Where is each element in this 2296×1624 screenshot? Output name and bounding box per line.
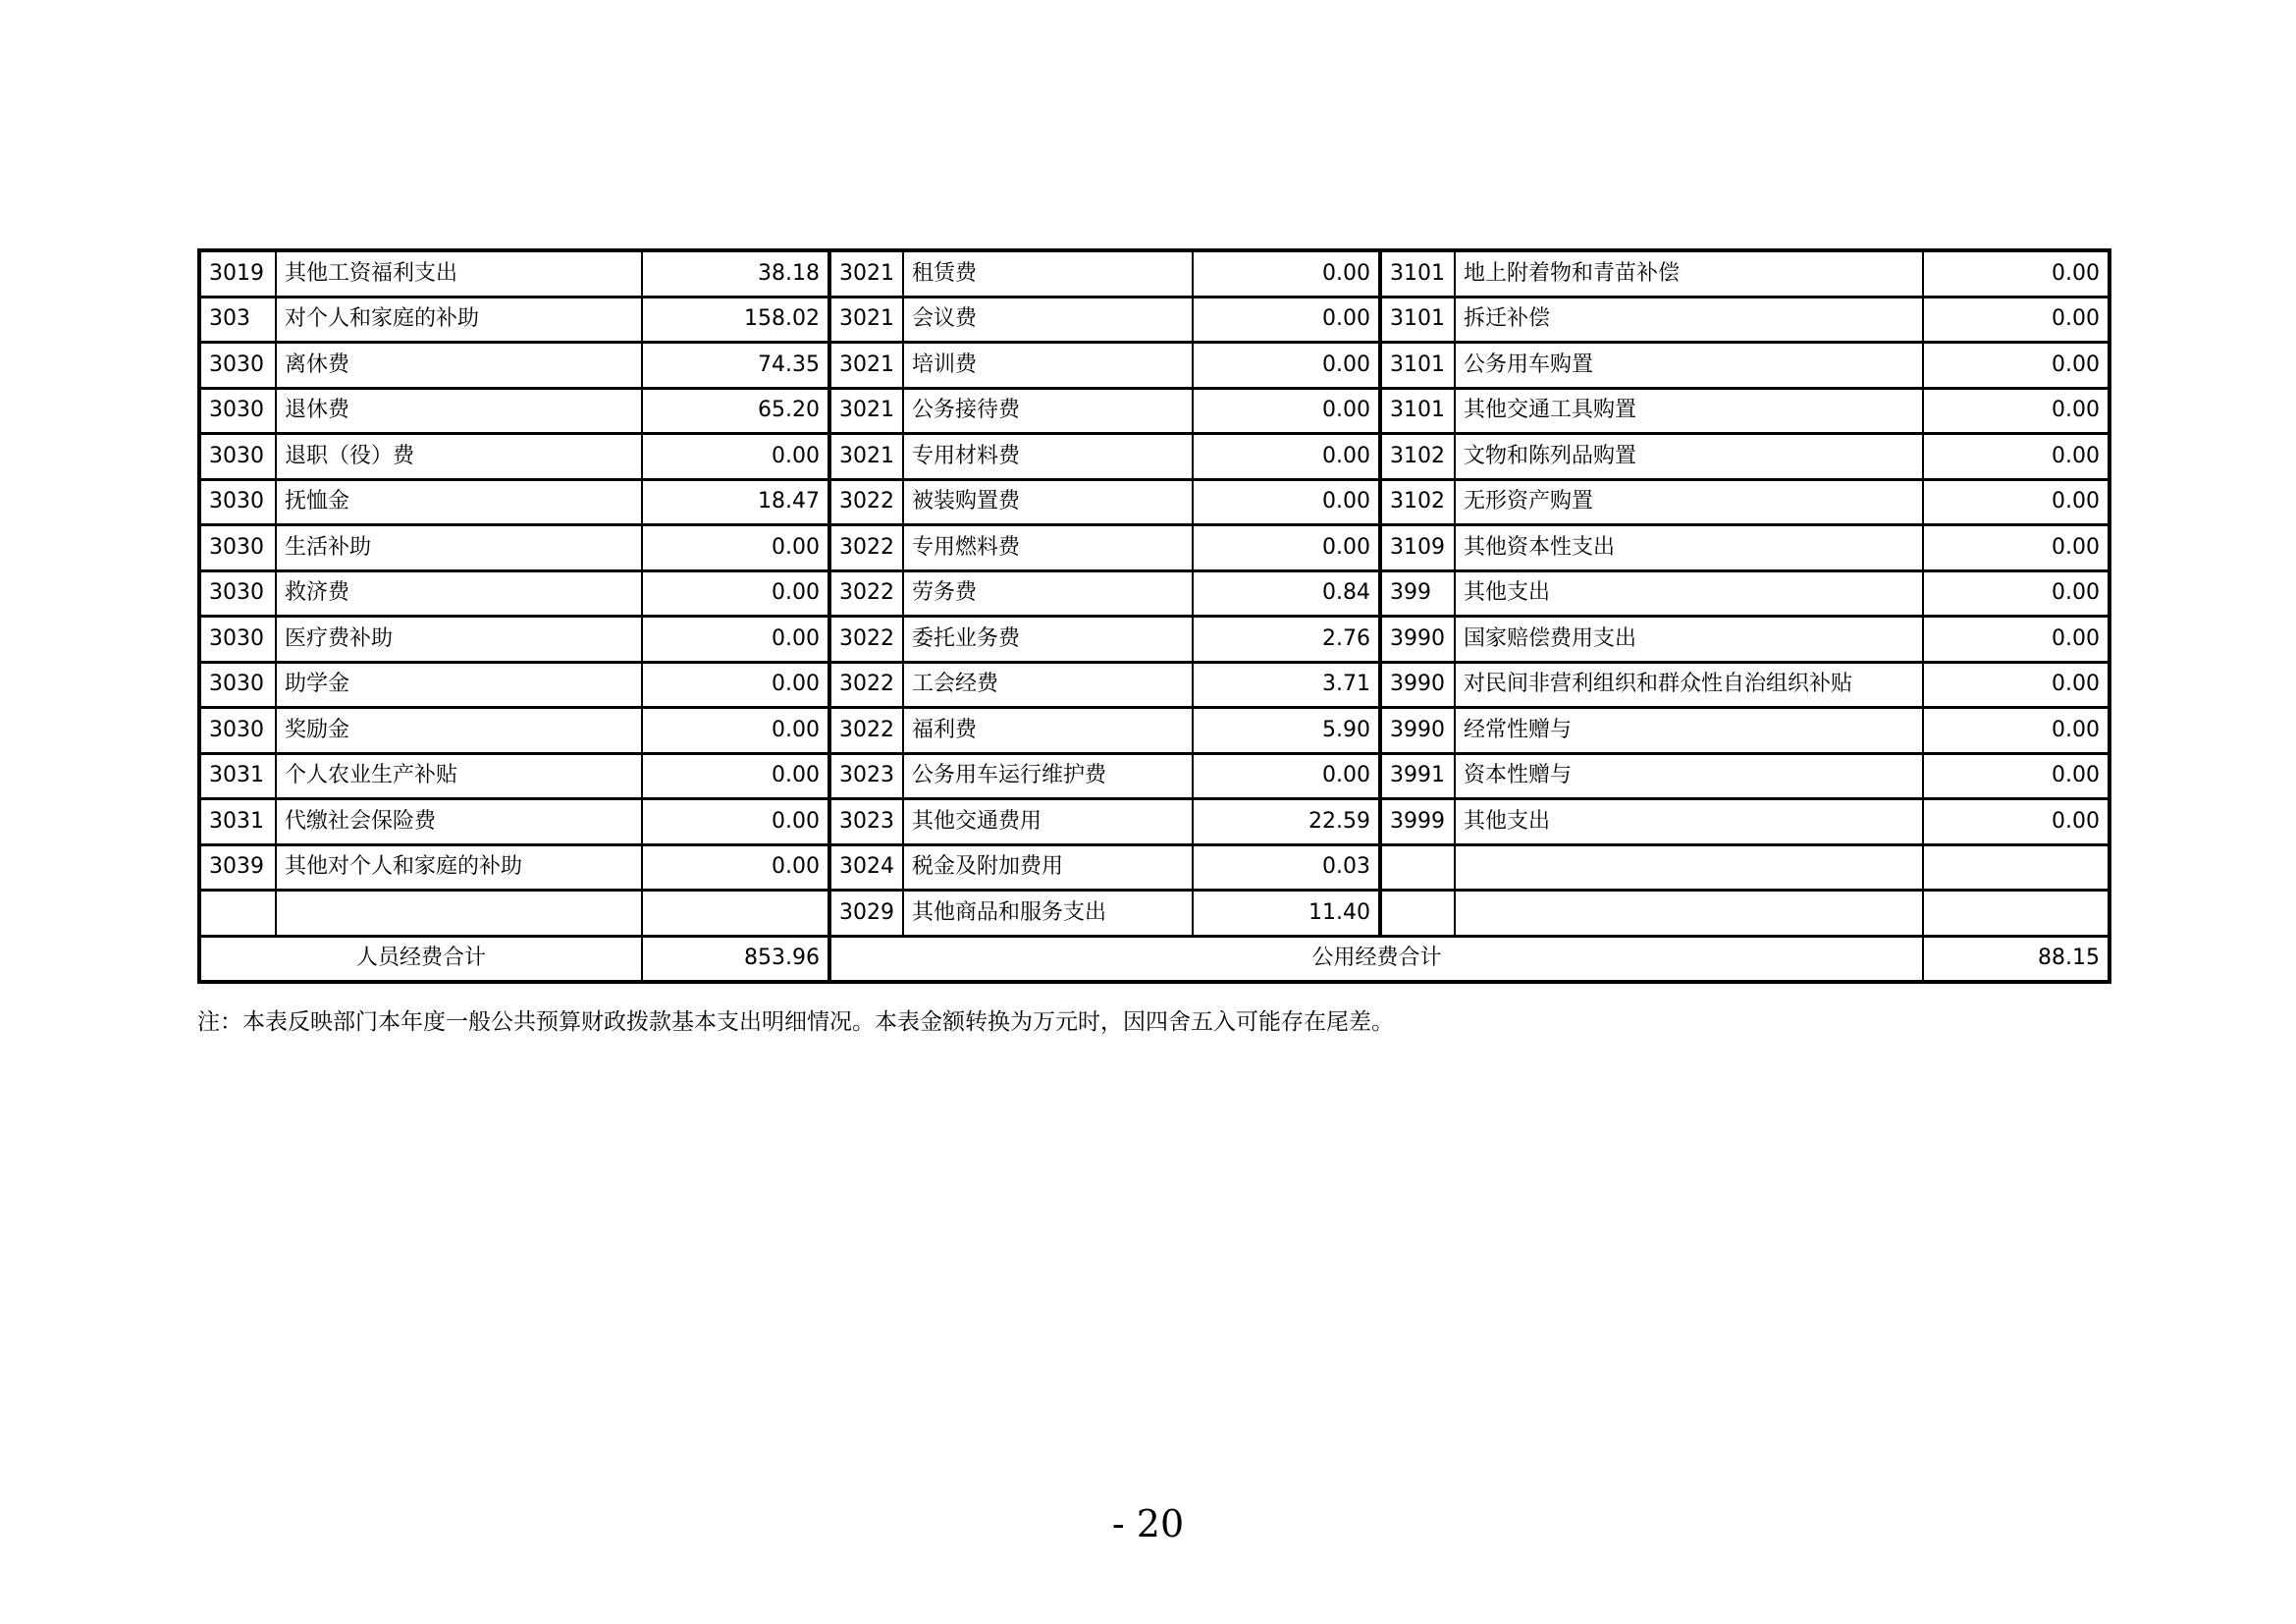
item-name: 其他商品和服务支出 [903,891,1193,937]
table-row [199,570,2109,617]
item-name: 其他工资福利支出 [276,250,642,297]
item-code: 3991 [1380,753,1455,799]
item-name: 被装购置费 [903,479,1193,525]
item-amount: 0.00 [1923,617,2109,663]
item-amount: 0.00 [1923,570,2109,617]
item-name: 专用燃料费 [903,525,1193,571]
item-code: 3030 [199,570,276,617]
item-amount: 0.00 [1923,388,2109,434]
item-amount: 0.03 [1193,844,1380,891]
item-code [199,891,276,937]
item-amount: 5.90 [1193,708,1380,754]
item-code: 3101 [1380,297,1455,343]
item-code: 303 [199,297,276,343]
item-code: 3031 [199,753,276,799]
item-amount: 0.00 [1923,434,2109,480]
table-row [199,388,2109,434]
table-row [199,662,2109,708]
item-code: 3030 [199,662,276,708]
item-amount: 0.00 [642,525,829,571]
item-code: 399 [1380,570,1455,617]
item-code: 3022 [829,479,903,525]
item-code: 3022 [829,617,903,663]
public-total-amount: 88.15 [1923,936,2109,982]
item-code: 3102 [1380,479,1455,525]
item-amount: 0.00 [1923,525,2109,571]
item-code: 3109 [1380,525,1455,571]
item-name: 其他交通工具购置 [1455,388,1923,434]
item-name: 抚恤金 [276,479,642,525]
item-amount: 0.00 [1193,753,1380,799]
table-row [199,844,2109,891]
item-code: 3030 [199,479,276,525]
item-name: 资本性赠与 [1455,753,1923,799]
table-row [199,891,2109,937]
item-name: 对民间非营利组织和群众性自治组织补贴 [1455,662,1923,708]
item-code: 3021 [829,297,903,343]
item-name: 工会经费 [903,662,1193,708]
item-amount [1923,844,2109,891]
table-row [199,434,2109,480]
item-amount: 0.00 [1923,479,2109,525]
item-name: 生活补助 [276,525,642,571]
item-code: 3022 [829,570,903,617]
item-code: 3023 [829,753,903,799]
item-name: 离休费 [276,343,642,389]
item-code: 3030 [199,434,276,480]
item-code: 3990 [1380,617,1455,663]
item-name: 公务用车运行维护费 [903,753,1193,799]
item-name: 代缴社会保险费 [276,799,642,845]
item-name: 专用材料费 [903,434,1193,480]
table-row [199,617,2109,663]
item-amount: 0.00 [1193,343,1380,389]
item-code: 3030 [199,525,276,571]
item-name: 税金及附加费用 [903,844,1193,891]
item-amount: 0.00 [1923,799,2109,845]
item-name: 助学金 [276,662,642,708]
item-amount: 0.00 [1923,343,2109,389]
item-amount: 0.00 [1193,525,1380,571]
item-amount: 0.00 [1193,434,1380,480]
item-amount: 0.00 [642,570,829,617]
item-amount: 0.00 [1193,250,1380,297]
item-code: 3999 [1380,799,1455,845]
table-footnote: 注：本表反映部门本年度一般公共预算财政拨款基本支出明细情况。本表金额转换为万元时，因四舍五入可能存在尾差。 [197,1009,1394,1035]
item-code: 3021 [829,388,903,434]
item-code: 3022 [829,662,903,708]
item-amount: 18.47 [642,479,829,525]
table-row [199,708,2109,754]
item-amount: 65.20 [642,388,829,434]
table-row [199,753,2109,799]
item-name: 公务用车购置 [1455,343,1923,389]
item-amount: 11.40 [1193,891,1380,937]
item-name: 地上附着物和青苗补偿 [1455,250,1923,297]
item-name: 国家赔偿费用支出 [1455,617,1923,663]
item-amount: 0.00 [1923,753,2109,799]
item-name: 拆迁补偿 [1455,297,1923,343]
item-name: 租赁费 [903,250,1193,297]
page-number: - 20 [1111,1502,1185,1545]
item-name: 无形资产购置 [1455,479,1923,525]
item-name: 救济费 [276,570,642,617]
item-code: 3021 [829,434,903,480]
item-amount: 0.00 [642,708,829,754]
item-name: 福利费 [903,708,1193,754]
item-code: 3022 [829,525,903,571]
item-code: 3030 [199,708,276,754]
item-amount: 0.00 [1923,250,2109,297]
item-amount: 0.84 [1193,570,1380,617]
item-name: 文物和陈列品购置 [1455,434,1923,480]
totals-row [199,936,2109,982]
item-name: 退休费 [276,388,642,434]
item-code: 3022 [829,708,903,754]
table-body [199,250,2109,936]
table-row [199,525,2109,571]
table-row [199,250,2109,297]
item-amount: 38.18 [642,250,829,297]
item-name [1455,844,1923,891]
item-amount: 74.35 [642,343,829,389]
item-code: 3990 [1380,708,1455,754]
item-amount: 0.00 [642,662,829,708]
item-amount [642,891,829,937]
item-name: 劳务费 [903,570,1193,617]
item-amount [1923,891,2109,937]
item-amount: 0.00 [1923,708,2109,754]
item-name [276,891,642,937]
item-code [1380,844,1455,891]
item-name: 培训费 [903,343,1193,389]
item-amount: 2.76 [1193,617,1380,663]
public-total-label: 公用经费合计 [829,936,1923,982]
item-name: 其他支出 [1455,570,1923,617]
item-code: 3024 [829,844,903,891]
item-name: 会议费 [903,297,1193,343]
personnel-total-label: 人员经费合计 [199,936,642,982]
table-row [199,343,2109,389]
item-code: 3029 [829,891,903,937]
item-name: 其他支出 [1455,799,1923,845]
item-code: 3101 [1380,388,1455,434]
item-amount: 0.00 [642,799,829,845]
personnel-total-amount: 853.96 [642,936,829,982]
item-code [1380,891,1455,937]
item-amount: 0.00 [1193,297,1380,343]
item-name: 公务接待费 [903,388,1193,434]
item-name: 退职（役）费 [276,434,642,480]
item-amount: 158.02 [642,297,829,343]
item-amount: 0.00 [1923,662,2109,708]
item-name: 医疗费补助 [276,617,642,663]
item-name: 其他交通费用 [903,799,1193,845]
item-code: 3030 [199,388,276,434]
item-code: 3102 [1380,434,1455,480]
item-amount: 0.00 [642,617,829,663]
item-amount: 0.00 [642,753,829,799]
item-code: 3021 [829,250,903,297]
item-name: 对个人和家庭的补助 [276,297,642,343]
item-code: 3030 [199,343,276,389]
item-name: 其他对个人和家庭的补助 [276,844,642,891]
item-amount: 0.00 [642,844,829,891]
item-name: 其他资本性支出 [1455,525,1923,571]
expenditure-detail-table [197,248,2111,984]
item-amount: 0.00 [1923,297,2109,343]
item-name: 个人农业生产补贴 [276,753,642,799]
item-code: 3023 [829,799,903,845]
item-name [1455,891,1923,937]
item-amount: 22.59 [1193,799,1380,845]
item-code: 3990 [1380,662,1455,708]
item-code: 3039 [199,844,276,891]
table-row [199,799,2109,845]
item-code: 3021 [829,343,903,389]
item-name: 经常性赠与 [1455,708,1923,754]
item-amount: 0.00 [1193,479,1380,525]
item-name: 奖励金 [276,708,642,754]
item-code: 3101 [1380,250,1455,297]
table-row [199,297,2109,343]
item-code: 3019 [199,250,276,297]
table-row [199,479,2109,525]
item-code: 3030 [199,617,276,663]
item-amount: 3.71 [1193,662,1380,708]
item-amount: 0.00 [642,434,829,480]
item-name: 委托业务费 [903,617,1193,663]
item-code: 3101 [1380,343,1455,389]
item-code: 3031 [199,799,276,845]
item-amount: 0.00 [1193,388,1380,434]
